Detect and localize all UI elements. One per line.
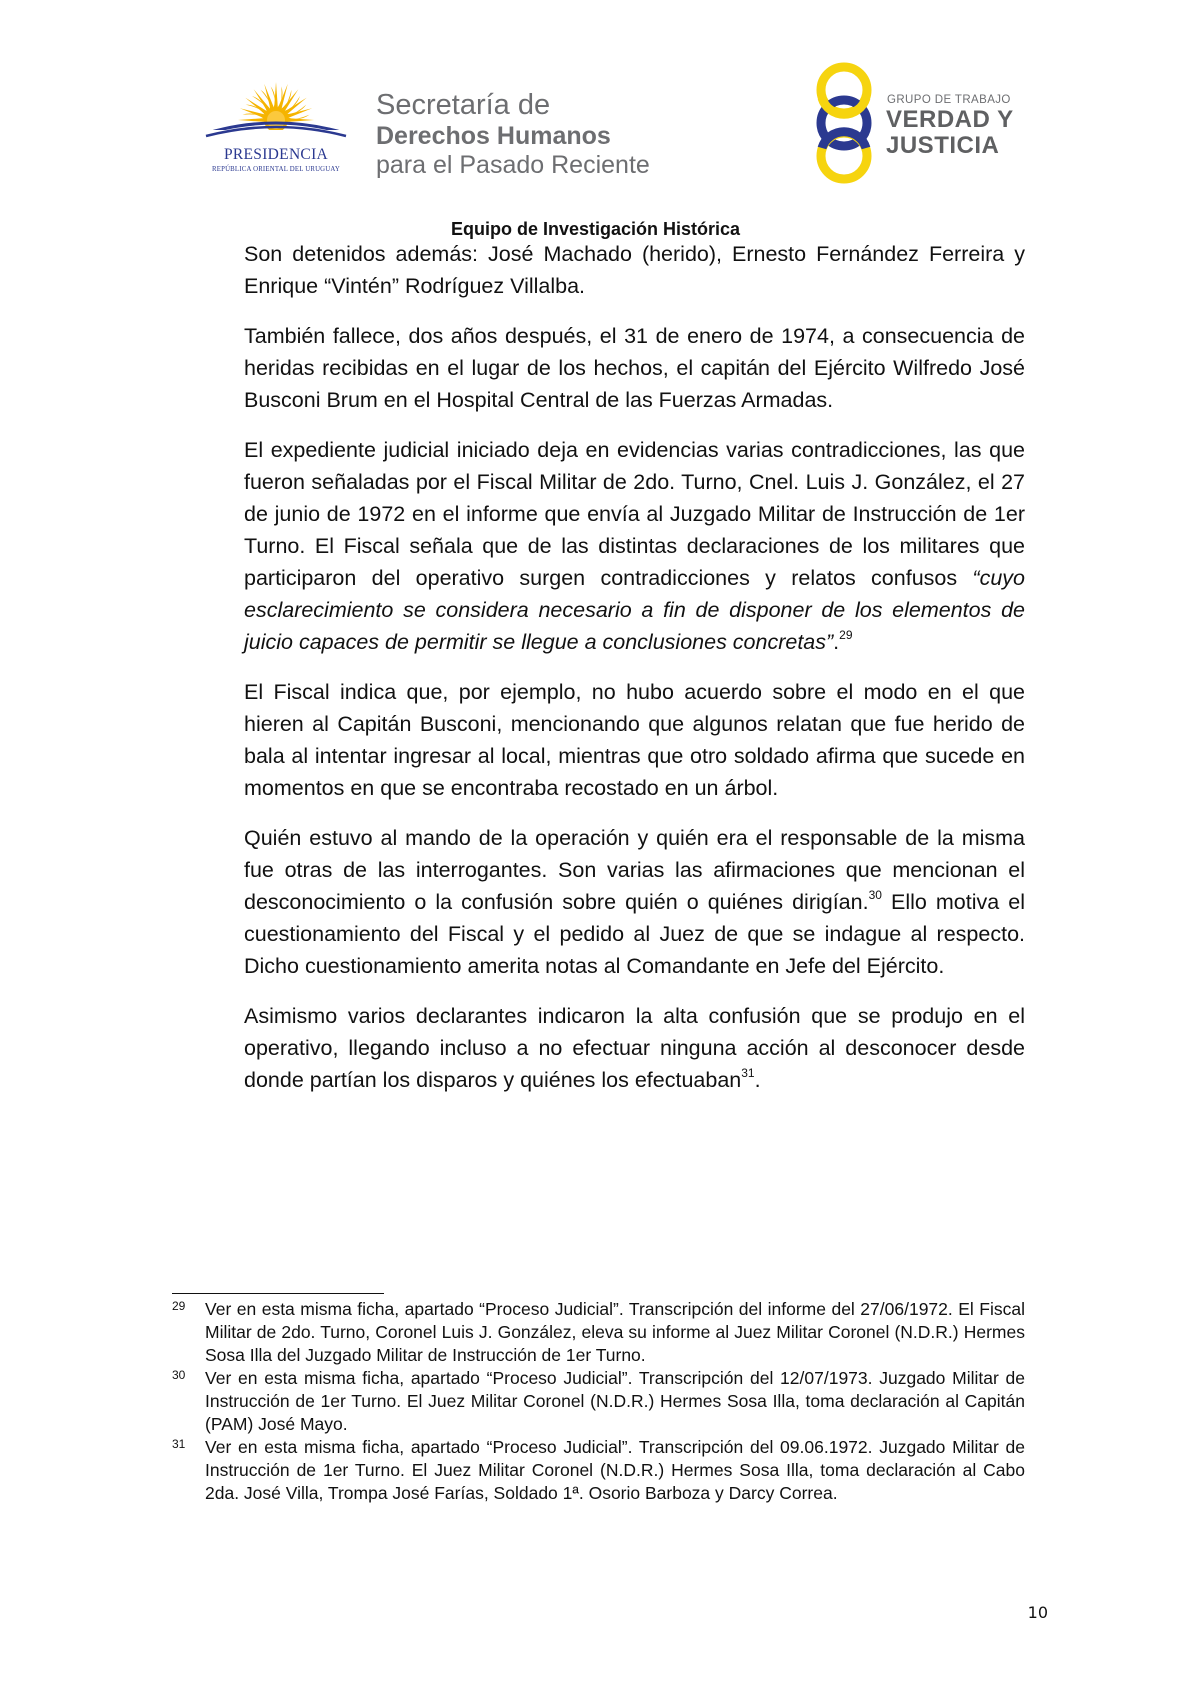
secretaria-line2: Derechos Humanos bbox=[376, 122, 611, 150]
paragraph-3-text: El expediente judicial iniciado deja en evidencias varias contradicciones, las que fueron señaladas por el Fiscal Militar de 2do. Turno, Cnel. Luis J. González, el 27 de junio de 1972 en el informe que envía al Juzgado Militar de Instrucción de 1er Turno. El Fiscal señala que de las distintas declaraciones de los militares que participaron del operativo surgen contradicciones y relatos confusos bbox=[244, 438, 1025, 590]
body-text bbox=[244, 238, 1025, 1114]
footnote-ref-30[interactable]: 30 bbox=[868, 887, 882, 902]
page-header bbox=[0, 0, 1191, 210]
paragraph-1: Son detenidos además: José Machado (herido), Ernesto Fernández Ferreira y Enrique “Vintén” Rodríguez Villalba. bbox=[244, 242, 1025, 298]
footnote-number: 29 bbox=[172, 1299, 186, 1313]
sun-emblem-icon bbox=[196, 78, 356, 148]
footnote-number: 30 bbox=[172, 1368, 186, 1382]
footnote-text: Ver en esta misma ficha, apartado “Proceso Judicial”. Transcripción del 09.06.1972. Juzgado Militar de Instrucción de 1er Turno. El Juez Militar Coronel (N.D.R.) Hermes Sosa Illa, toma declaración al Cabo 2da. José Villa, Trompa José Farías, Soldado 1ª. Osorio Barboza y Darcy Correa. bbox=[205, 1437, 1025, 1503]
paragraph-4: El Fiscal indica que, por ejemplo, no hubo acuerdo sobre el modo en el que hieren al Capitán Busconi, mencionando que algunos relatan que fue herido de bala al intentar ingresar al local, mientras que otro soldado afirma que sucede en momentos en que se encontraba recostado en un árbol. bbox=[244, 680, 1025, 800]
footnote-30 bbox=[172, 1367, 1025, 1436]
page-number: 10 bbox=[1027, 1603, 1048, 1622]
paragraph-5 bbox=[244, 822, 1025, 982]
footnote-29 bbox=[172, 1298, 1025, 1367]
presidencia-logo bbox=[196, 78, 356, 188]
paragraph-3 bbox=[244, 434, 1025, 658]
footnote-ref-29[interactable]: 29 bbox=[839, 627, 853, 642]
paragraph-6-text: Asimismo varios declarantes indicaron la alta confusión que se produjo en el operativo, llegando incluso a no efectuar ninguna acción al desconocer desde donde partían los disparos y quiénes los efectuaban bbox=[244, 1004, 1025, 1092]
secretaria-line3: para el Pasado Reciente bbox=[376, 151, 650, 179]
secretaria-line1: Secretaría de bbox=[376, 89, 551, 121]
paragraph-3-end: . bbox=[833, 630, 840, 654]
footnote-ref-31[interactable]: 31 bbox=[741, 1065, 755, 1080]
presidencia-name: PRESIDENCIA bbox=[223, 146, 329, 163]
paragraph-6-end: . bbox=[754, 1068, 761, 1092]
presidencia-subtitle: REPÚBLICA ORIENTAL DEL URUGUAY bbox=[212, 166, 340, 173]
grupo-title-line2: JUSTICIA bbox=[886, 132, 1000, 159]
paragraph-5-text-b: Ello motiva el cuestionamiento del Fiscal y el pedido al Juez de que se indague al respecto. Dicho cuestionamiento amerita notas al Comandante en Jefe del Ejército. bbox=[244, 890, 1025, 978]
paragraph-3-quote: “cuyo esclarecimiento se considera necesario a fin de disponer de los elementos de juicio capaces de permitir se llegue a conclusiones concretas” bbox=[244, 566, 1025, 654]
footnote-31 bbox=[172, 1436, 1025, 1505]
footnote-number: 31 bbox=[172, 1437, 186, 1451]
footnote-separator bbox=[172, 1293, 384, 1294]
secretaria-wordmark bbox=[376, 89, 716, 179]
grupo-subtitle: GRUPO DE TRABAJO bbox=[887, 94, 1011, 106]
footnote-text: Ver en esta misma ficha, apartado “Proceso Judicial”. Transcripción del informe del 27/06/1972. El Fiscal Militar de 2do. Turno, Coronel Luis J. González, eleva su informe al Juez Militar Coronel (N.D.R.) Hermes Sosa Illa del Juzgado Militar de Instrucción de 1er Turno. bbox=[205, 1299, 1025, 1365]
grupo-trabajo-logo bbox=[808, 60, 1048, 190]
footnotes bbox=[172, 1298, 1025, 1505]
team-title: Equipo de Investigación Histórica bbox=[450, 219, 741, 239]
footnote-text: Ver en esta misma ficha, apartado “Proceso Judicial”. Transcripción del 12/07/1973. Juzgado Militar de Instrucción de 1er Turno. El Juez Militar Coronel (N.D.R.) Hermes Sosa Illa, toma declaración al Capitán (PAM) José Mayo. bbox=[205, 1368, 1025, 1434]
paragraph-6 bbox=[244, 1000, 1025, 1096]
interlocked-rings-icon bbox=[808, 60, 888, 190]
grupo-title-line1: VERDAD Y bbox=[886, 106, 1014, 133]
paragraph-5-text-a: Quién estuvo al mando de la operación y quién era el responsable de la misma fue otras de las interrogantes. Son varias las afirmaciones que mencionan el desconocimiento o la confusión sobre quién o quiénes dirigían. bbox=[244, 826, 1025, 914]
grupo-title bbox=[886, 107, 1014, 159]
paragraph-2: También fallece, dos años después, el 31 de enero de 1974, a consecuencia de heridas recibidas en el lugar de los hechos, el capitán del Ejército Wilfredo José Busconi Brum en el Hospital Central de las Fuerzas Armadas. bbox=[244, 324, 1025, 412]
